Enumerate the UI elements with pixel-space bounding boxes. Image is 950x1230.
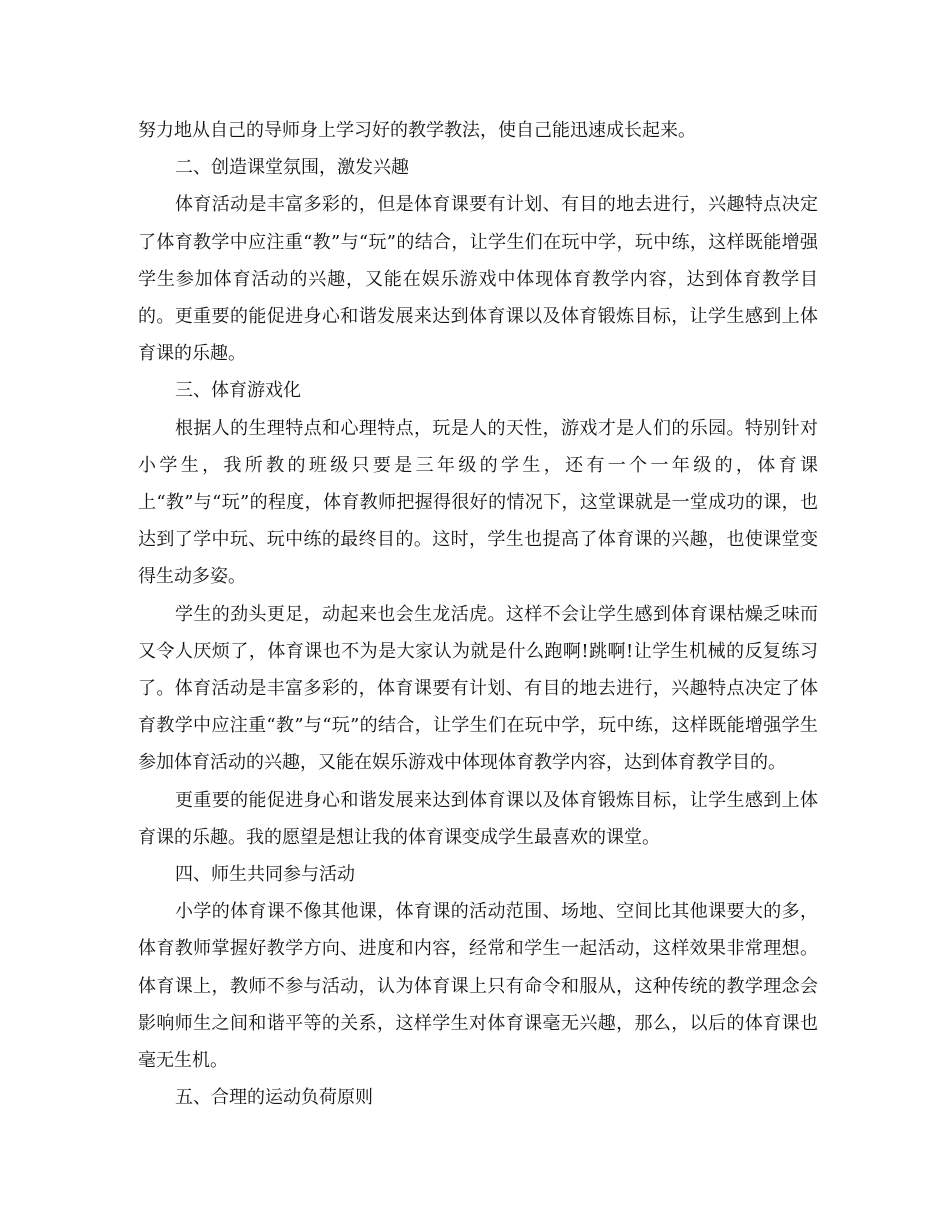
paragraph: 根据人的生理特点和心理特点，玩是人的天性，游戏才是人们的乐园。特别针对小学生，我所教的班级只要是三年级的学生，还有一个一年级的，体育课上“教”与“玩”的程度，体育教师把握得很好的情况下，这堂课就是一堂成功的课，也达到了学中玩、玩中练的最终目的。这时，学生也提高了体育课的兴趣，也使课堂变得生动多姿。 (138, 417, 818, 588)
paragraph: 体育活动是丰富多彩的，但是体育课要有计划、有目的地去进行，兴趣特点决定了体育教学中应注重“教”与“玩”的结合，让学生们在玩中学，玩中练，这样既能增强学生参加体育活动的兴趣，又能在娱乐游戏中体现体育教学内容，达到体育教学目的。更重要的能促进身心和谐发展来达到体育课以及体育锻炼目标，让学生感到上体育课的乐趣。 (138, 194, 818, 365)
section-heading-2: 二、创造课堂氛围，激发兴趣 (175, 157, 409, 179)
paragraph: 更重要的能促进身心和谐发展来达到体育课以及体育锻炼目标，让学生感到上体育课的乐趣。我的愿望是想让我的体育课变成学生最喜欢的课堂。 (138, 789, 818, 848)
paragraph-continuation: 努力地从自己的导师身上学习好的教学教法，使自己能迅速成长起来。 (138, 120, 696, 141)
document-body (138, 112, 818, 1116)
paragraph: 小学的体育课不像其他课，体育课的活动范围、场地、空间比其他课要大的多，体育教师掌握好教学方向、进度和内容，经常和学生一起活动，这样效果非常理想。体育课上，教师不参与活动，认为体育课上只有命令和服从，这种传统的教学理念会影响师生之间和谐平等的关系，这样学生对体育课毫无兴趣，那么，以后的体育课也毫无生机。 (138, 901, 818, 1072)
paragraph: 学生的劲头更足，动起来也会生龙活虎。这样不会让学生感到体育课枯燥乏味而又令人厌烦了，体育课也不为是大家认为就是什么跑啊!跳啊!让学生机械的反复练习了。体育活动是丰富多彩的，体育课要有计划、有目的地去进行，兴趣特点决定了体育教学中应注重“教”与“玩”的结合，让学生们在玩中学，玩中练，这样既能增强学生参加体育活动的兴趣，又能在娱乐游戏中体现体育教学内容，达到体育教学目的。 (138, 603, 818, 774)
section-heading-4: 四、师生共同参与活动 (175, 864, 355, 886)
section-heading-5: 五、合理的运动负荷原则 (175, 1087, 373, 1109)
section-heading-3: 三、体育游戏化 (175, 380, 301, 402)
